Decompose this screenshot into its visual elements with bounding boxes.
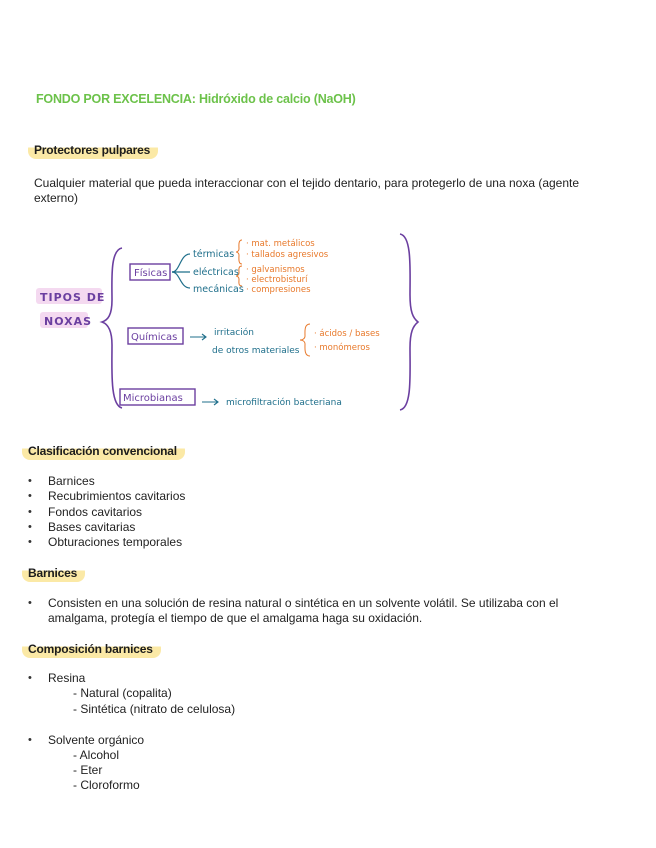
composicion-resina-list [28, 671, 85, 686]
quimicas-brace [300, 324, 310, 356]
solvente-sub-3: - Cloroformo [73, 778, 140, 792]
clasificacion-heading-text: Clasificación convencional [22, 442, 185, 460]
termicas-label: térmicas [193, 249, 235, 260]
arrow-mecanicas [172, 272, 190, 288]
composicion-solvente-list [28, 733, 144, 748]
microbianas-item: microfiltración bacteriana [226, 398, 342, 408]
protectores-heading [28, 141, 158, 159]
electricas-label: eléctricas [193, 267, 239, 278]
diagram-title-line1: TIPOS DE [40, 291, 106, 304]
left-brace [102, 248, 122, 408]
barnices-heading-text: Barnices [22, 564, 85, 582]
termicas-item-2: · tallados agresivos [246, 250, 329, 260]
electricas-item-1: · galvanismos [246, 265, 305, 275]
solvente-item: • Solvente orgánico [28, 733, 144, 748]
resina-sub-2: - Sintética (nitrato de celulosa) [73, 702, 236, 716]
diagram-title-line2: NOXAS [44, 315, 93, 328]
list-item: • Obturaciones temporales [28, 535, 185, 550]
mecanicas-item: · compresiones [246, 285, 311, 295]
mecanicas-label: mecánicas [193, 284, 244, 295]
barnices-text: • Consisten en una solución de resina natural o sintética en un solvente volátil. Se utilizaba con el amalgama, protegía el tiempo de que el amalgama haga su oxidación. [28, 596, 598, 626]
quimicas-arrow [190, 334, 206, 340]
protectores-text: Cualquier material que pueda interaccionar con el tejido dentario, para protegerlo de una noxa (agente externo) [34, 176, 580, 205]
resina-item: • Resina [28, 671, 85, 686]
barnices-list [28, 596, 598, 626]
composicion-heading-text: Composición barnices [22, 640, 161, 658]
solvente-sub-1: - Alcohol [73, 748, 120, 762]
resina-sub-1: - Natural (copalita) [73, 686, 172, 700]
termicas-brace [236, 240, 242, 264]
clasificacion-heading [22, 442, 185, 460]
electricas-item-2: · electrobisturí [246, 275, 308, 285]
fisicas-label: Físicas [134, 268, 168, 279]
clasificacion-list [28, 474, 185, 550]
noxas-diagram [0, 220, 656, 420]
right-brace [400, 234, 418, 410]
solvente-sub-2: - Eter [73, 763, 103, 777]
quimicas-item-2: · monómeros [314, 343, 370, 353]
page-title: FONDO POR EXCELENCIA: Hidróxido de calcio (NaOH) [36, 92, 356, 106]
composicion-heading [22, 640, 161, 658]
quimicas-item-1: · ácidos / bases [314, 329, 380, 339]
termicas-item-1: · mat. metálicos [246, 239, 315, 249]
irritacion-line1: irritación [214, 328, 254, 338]
barnices-heading [22, 564, 85, 582]
list-item: • Recubrimientos cavitarios [28, 489, 185, 504]
protectores-heading-text: Protectores pulpares [28, 141, 158, 159]
microbianas-label: Microbianas [123, 393, 183, 404]
list-item: • Bases cavitarias [28, 520, 185, 535]
list-item: • Barnices [28, 474, 185, 489]
irritacion-line2: de otros materiales [212, 346, 300, 356]
quimicas-label: Químicas [131, 332, 178, 343]
microbianas-arrow [202, 399, 218, 405]
list-item: • Fondos cavitarios [28, 505, 185, 520]
arrow-termicas [172, 254, 190, 272]
